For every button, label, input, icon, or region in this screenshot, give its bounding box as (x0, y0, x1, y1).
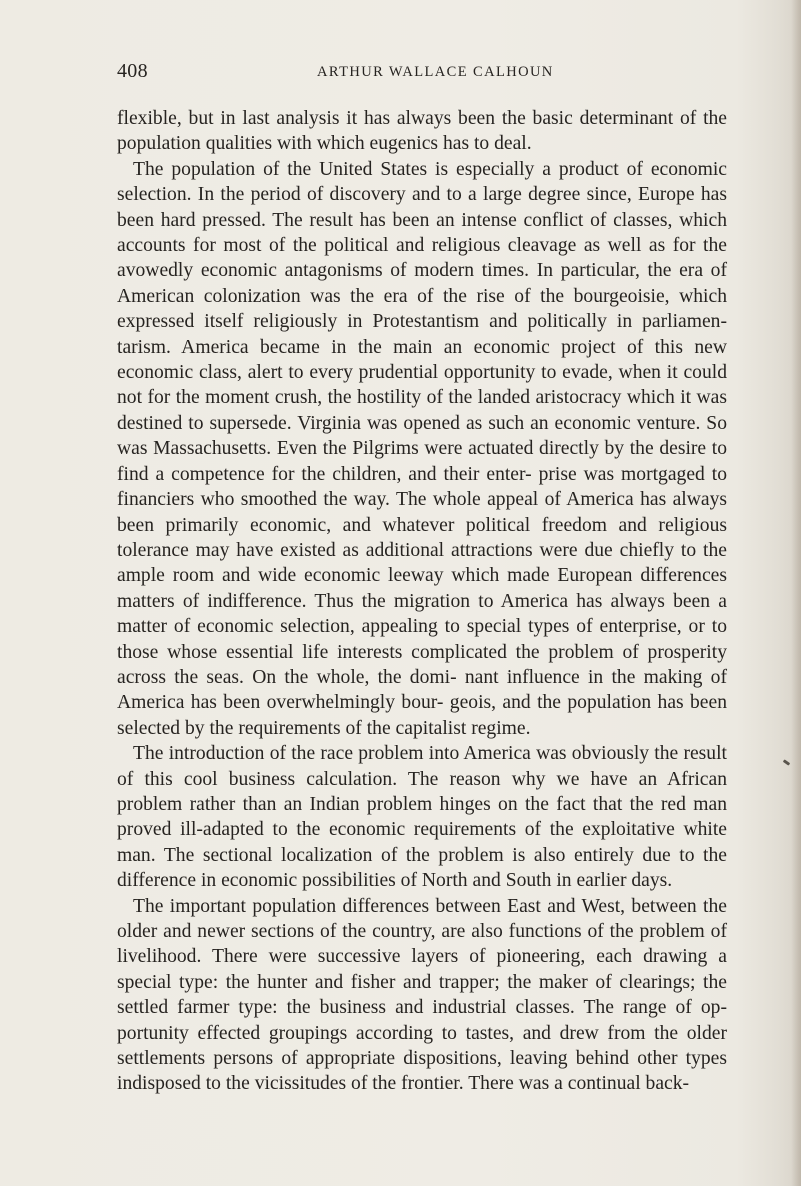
paragraph-3: The introduction of the race problem into America was obviously the result of this cool business calculation. The reason why we have an African problem rather than an Indian problem hinges on the fact that the red man proved ill-adapted to the economic requirements of the exploitative white man. The sectional localization of the problem is also entirely due to the difference in economic possibilities of North and South in earlier days. (117, 743, 727, 892)
running-head: ARTHUR WALLACE CALHOUN (317, 64, 554, 80)
body-text (117, 106, 727, 1097)
paragraph-2: The population of the United States is especially a product of economic selection. In the period of discovery and to a large degree since, Europe has been hard pressed. The result has been an intense conflict of classes, which accounts for most of the political and religious cleavage as well as for the avowedly economic antagonisms of modern times. In particular, the era of American colonization was the era of the rise of the bourgeoisie, which expressed itself religiously in Protestantism and politically in parliamen- tarism. America became in the main an economic project of this new economic class, alert to every prudential opportunity to evade, when it could not for the moment crush, the hostility of the landed aristocracy which it was destined to supersede. Virginia was opened as such an economic venture. So was Massachusetts. Even the Pilgrims were actuated directly by the desire to find a competence for the children, and their enter- prise was mortgaged to financiers who smoothed the way. The whole appeal of America has always been primarily economic, and whatever political freedom and religious tolerance may have existed as additional attractions were due chiefly to the ample room and wide economic leeway which made European differences matters of indifference. Thus the migration to America has always been a matter of economic selection, appealing to special types of enterprise, or to those whose essential life interests complicated the problem of prosperity across the seas. On the whole, the domi- nant influence in the making of America has been overwhelmingly bour- geois, and the population has been selected by the requirements of the capitalist regime. (117, 158, 727, 739)
page-header (117, 60, 727, 88)
margin-mark (783, 759, 790, 765)
page-number: 408 (117, 60, 148, 82)
paragraph-4: The important population differences between East and West, between the older and newer sections of the country, are also functions of the problem of livelihood. There were successive layers of pioneering, each drawing a special type: the hunter and fisher and trapper; the maker of clearings; the settled farmer type: the business and industrial classes. The range of op- portunity effected groupings according to tastes, and drew from the older settlements persons of appropriate dispositions, leaving behind other types indisposed to the vicissitudes of the frontier. There was a continual back- (117, 895, 727, 1095)
page-edge-shadow (791, 0, 801, 1186)
paragraph-1: flexible, but in last analysis it has always been the basic determinant of the population qualities with which eugenics has to deal. (117, 108, 727, 155)
